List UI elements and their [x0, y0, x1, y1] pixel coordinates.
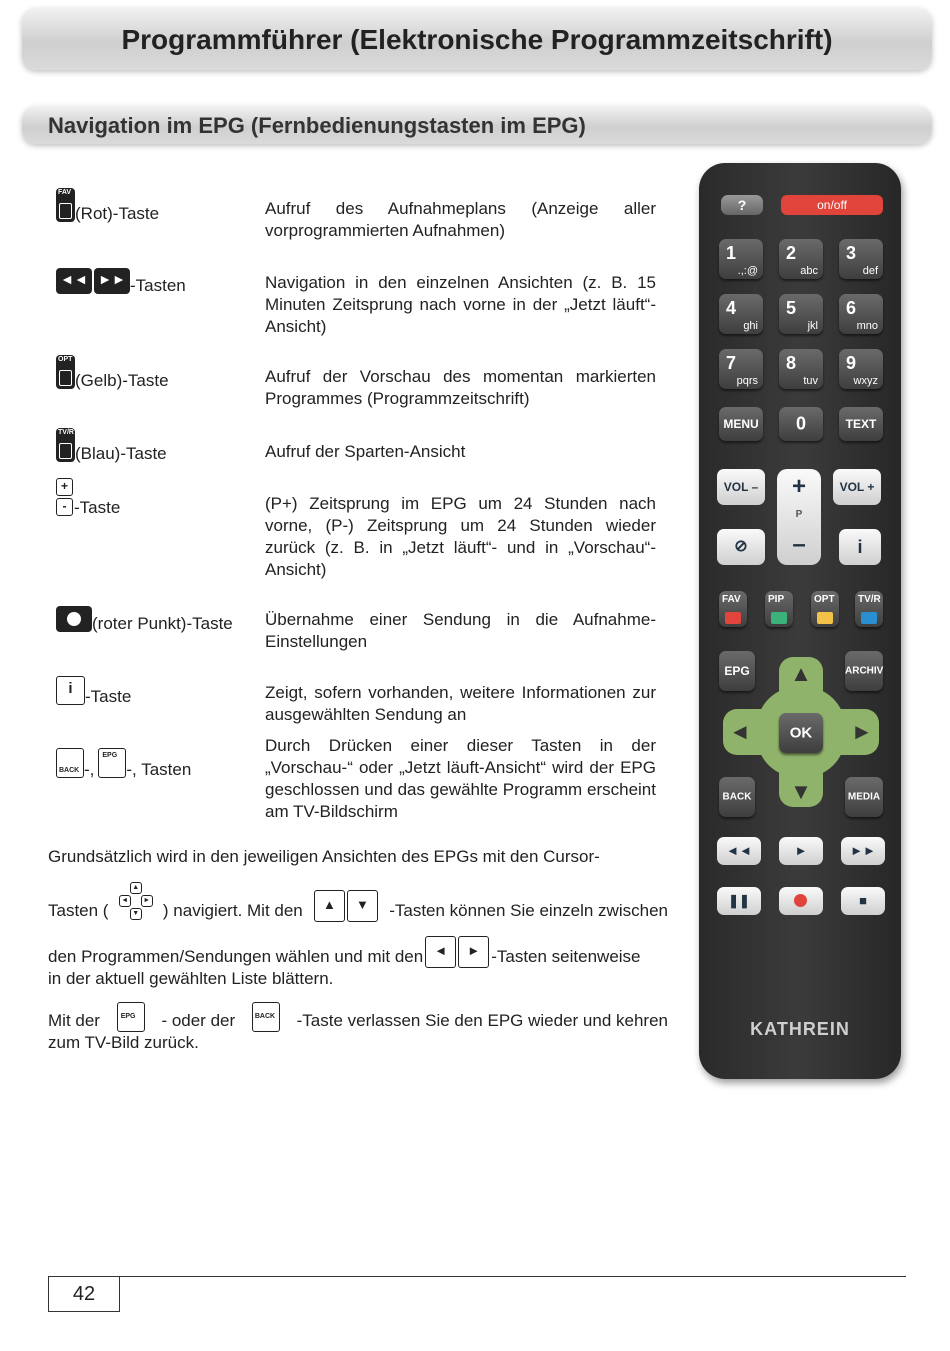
key-name: (roter Punkt)-Taste: [92, 614, 233, 633]
fast-forward-icon: ►►: [94, 268, 130, 294]
opt-yellow-button: OPT: [811, 591, 839, 627]
archiv-button: ARCHIV: [845, 651, 883, 691]
key-separator: -,: [84, 760, 95, 779]
tvr-blue-button: TV/R: [855, 591, 883, 627]
nav-down-icon: ▼: [790, 779, 812, 804]
arrow-up-icon: ▲: [314, 890, 345, 922]
pip-green-button: PIP: [765, 591, 793, 627]
info-icon: i: [56, 676, 85, 705]
info-button: i: [839, 529, 881, 565]
footer-rule: [48, 1276, 906, 1277]
digit-3-button: 3 def: [839, 239, 883, 279]
key-name: -, Tasten: [126, 760, 192, 779]
back-button: BACK: [719, 777, 755, 817]
key-name: (Gelb)-Taste: [75, 371, 169, 390]
key-name: -Tasten: [130, 276, 186, 295]
digit-2-button: 2 abc: [779, 239, 823, 279]
fav-key-icon: FAV: [56, 188, 75, 222]
arrow-right-icon: ►: [458, 936, 489, 968]
section-title: Navigation im EPG (Fernbedienungstasten im EPG): [48, 113, 586, 138]
nav-left-icon: ◄: [729, 719, 751, 744]
back-key-icon: BACK: [56, 748, 84, 778]
mute-button: ⊘: [717, 529, 765, 565]
digit-0-button: 0: [779, 407, 823, 441]
chapter-header: [22, 8, 932, 70]
digit-9-button: 9 wxyz: [839, 349, 883, 389]
page-number: 42: [48, 1276, 120, 1312]
rewind-button: ◄◄: [717, 837, 761, 865]
nav-up-icon: ▲: [790, 661, 812, 686]
key-name: (Rot)-Taste: [75, 204, 160, 223]
program-rocker: + P –: [777, 469, 821, 565]
brand-logo: KATHREIN: [750, 1019, 850, 1039]
media-button: MEDIA: [845, 777, 883, 817]
key-name: (Blau)-Taste: [75, 444, 167, 463]
key-description: Aufruf des Aufnahmeplans (Anzeige aller vorprogrammierten Aufnahmen): [265, 199, 656, 240]
digit-8-button: 8 tuv: [779, 349, 823, 389]
help-button: ?: [721, 195, 763, 215]
key-description: Aufruf der Sparten-Ansicht: [265, 442, 466, 461]
key-description: Navigation in den einzelnen Ansichten (z. B. 15 Minuten Zeitsprung nach vorne in der „Jetzt läuft“-Ansicht): [265, 273, 656, 336]
menu-button: MENU: [719, 407, 763, 441]
volume-down-button: VOL –: [717, 469, 765, 505]
rewind-icon: ◄◄: [56, 268, 92, 294]
section-header: [22, 106, 932, 144]
nav-right-icon: ►: [851, 719, 873, 744]
record-button: [779, 887, 823, 915]
arrow-down-icon: ▼: [347, 890, 378, 922]
ok-button: OK: [779, 713, 823, 753]
epg-key-icon: EPG: [98, 748, 126, 778]
key-description: (P+) Zeitsprung im EPG um 24 Stunden nach vorne, (P-) Zeitsprung um 24 Stunden wieder zurück (z. B. in „Jetzt läuft“- und in „Vorschau“-Ansicht): [265, 494, 656, 579]
digit-4-button: 4 ghi: [719, 294, 763, 334]
chapter-title: Programmführer (Elektronische Programmzeitschrift): [121, 24, 833, 55]
fast-forward-button: ►►: [841, 837, 885, 865]
back-key-icon: BACK: [252, 1002, 280, 1032]
stop-button: ■: [841, 887, 885, 915]
fav-red-button: FAV: [719, 591, 747, 627]
remote-control-image: [699, 163, 901, 1079]
epg-button: EPG: [719, 651, 755, 691]
tvr-key-icon: TV/R: [56, 428, 75, 462]
digit-6-button: 6 mno: [839, 294, 883, 334]
digit-5-button: 5 jkl: [779, 294, 823, 334]
key-name: -Taste: [85, 687, 132, 706]
key-description: Durch Drücken einer dieser Tasten in der „Vorschau-“ oder „Jetzt läuft-Ansicht“ wird der EPG geschlossen und das gewählte Programm erscheint am TV-Bildschirm: [265, 736, 656, 821]
paragraph-exit: Mit der EPG - oder der BACK -Taste verlassen Sie den EPG wieder und kehren zum TV-Bild zurück.: [48, 1002, 668, 1054]
arrow-left-icon: ◄: [425, 936, 456, 968]
text-button: TEXT: [839, 407, 883, 441]
key-name: -Taste: [74, 498, 121, 517]
digit-1-button: 1 .,:@: [719, 239, 763, 279]
key-description: Aufruf der Vorschau des momentan markierten Programmes (Programmzeitschrift): [265, 367, 656, 408]
play-button: ►: [779, 837, 823, 865]
opt-key-icon: OPT: [56, 355, 75, 389]
paragraph-cursor: Grundsätzlich wird in den jeweiligen Ansichten des EPGs mit den Cursor- Tasten ( ▲ ◄ ► ▼ ) navigiert. Mit den ▲ ▼ -Tasten können Sie einzeln zwischen den Programmen/Sendungen wählen und mit den ◄ ► -Tasten seitenweise in der aktuell gewählten Liste blättern.: [48, 847, 668, 988]
power-button: on/off: [781, 195, 883, 215]
digit-7-button: 7 pqrs: [719, 349, 763, 389]
key-description: Zeigt, sofern vorhanden, weitere Informationen zur ausgewählten Sendung an: [265, 683, 656, 724]
epg-key-icon: EPG: [117, 1002, 145, 1032]
key-description: Übernahme einer Sendung in die Aufnahme-Einstellungen: [265, 610, 656, 651]
cursor-keys-icon: ▲ ◄ ► ▼: [119, 882, 153, 922]
pause-button: ❚❚: [717, 887, 761, 915]
program-up-down-icon: + -: [56, 478, 74, 516]
record-icon: [56, 606, 92, 632]
volume-up-button: VOL +: [833, 469, 881, 505]
